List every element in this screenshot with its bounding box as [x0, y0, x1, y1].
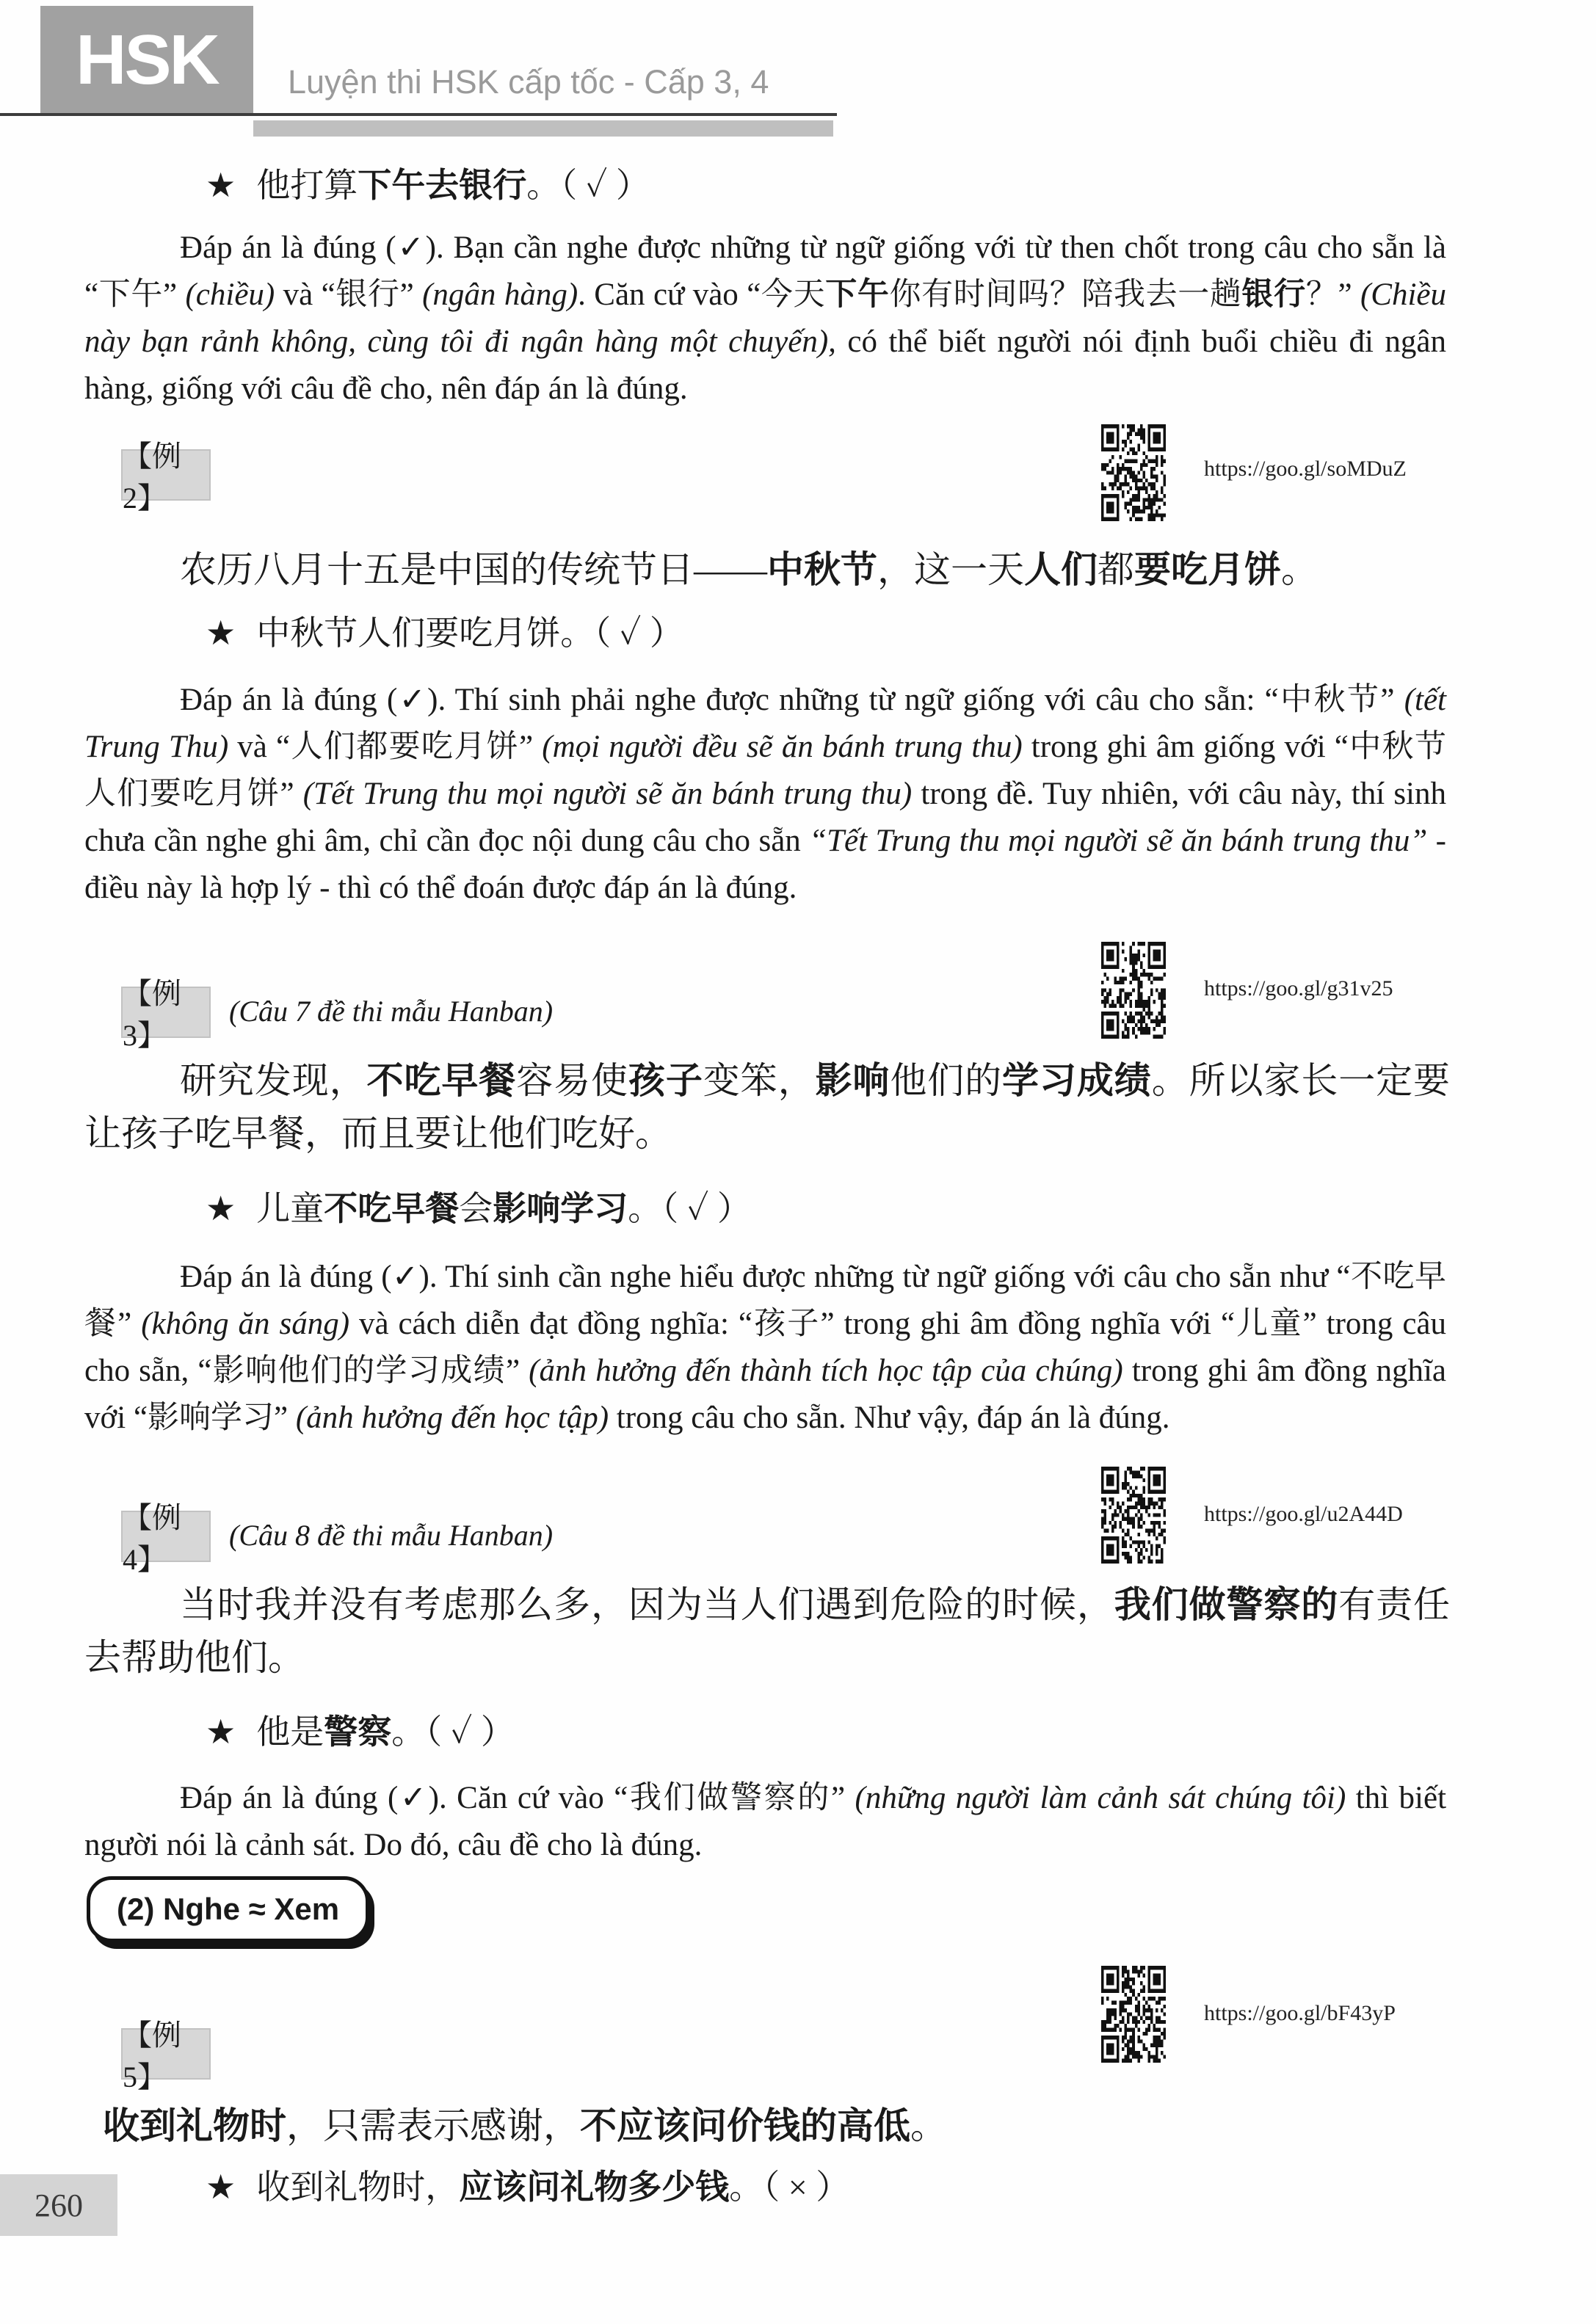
example-label-ex5-text: 【例5】 — [123, 2019, 181, 2094]
explanation-moon: Đáp án là đúng (✓). Thí sinh phải nghe được những từ ngữ giống với câu cho sẵn: “中秋节” (tết Trung Thu) và “人们都要吃月饼” (mọi người đều sẽ ăn bánh trung thu) trong ghi âm giống với “中秋节人们要吃月饼” (Tết Trung thu mọi người sẽ ăn bánh trung thu) trong đề. Tuy nhiên, với câu này, thí sinh chưa cần nghe ghi âm, chỉ cần đọc nội dung câu cho sẵn “Tết Trung thu mọi người sẽ ăn bánh trung thu” - điều này là hợp lý - thì có thể đoán được đáp án là đúng. — [84, 683, 1447, 905]
page-number: 260 — [35, 2187, 83, 2223]
example-label-ex3-text: 【例3】 — [123, 977, 181, 1052]
example-label-ex4 — [121, 1501, 211, 1576]
chinese-passage-police: 当时我并没有考虑那么多，因为当人们遇到危险的时候，我们做警察的有责任去帮助他们。 — [84, 1584, 1451, 1678]
statement-moon: ★ 中秋节人们要吃月饼。（ ✓ ） — [206, 614, 683, 652]
chinese-sentence-gift: 收到礼物时，只需表示感谢，不应该问价钱的高低。 — [103, 2105, 947, 2146]
explanation-police: Đáp án là đúng (✓). Căn cứ vào “我们做警察的” (những người làm cảnh sát chúng tôi) thì biết người nói là cảnh sát. Do đó, câu đề cho là đúng. — [84, 1781, 1447, 1862]
section-heading — [87, 1876, 369, 1942]
explanation-breakfast: Đáp án là đúng (✓). Thí sinh cần nghe hiểu được những từ ngữ giống với câu cho sẵn như “不吃早餐” (không ăn sáng) và cách diễn đạt đồng nghĩa: “孩子” trong ghi âm đồng nghĩa với “儿童” trong câu cho sẵn, “影响他们的学习成绩” (ảnh hưởng đến thành tích học tập của chúng) trong ghi âm đồng nghĩa với “影响学习” (ảnh hưởng đến học tập) trong câu cho sẵn. Như vậy, đáp án là đúng. — [84, 1260, 1447, 1435]
page-header-title: Luyện thi HSK cấp tốc - Cấp 3, 4 — [288, 63, 769, 101]
hsk-logo-text: HSK — [76, 21, 218, 99]
qr-code-ex3 — [1101, 942, 1166, 1039]
example-label-ex2-text: 【例2】 — [123, 440, 181, 515]
section-heading-text: (2) Nghe ≈ Xem — [117, 1892, 340, 1926]
statement-gift: ★ 收到礼物时，应该问礼物多少钱。（ × ） — [206, 2168, 850, 2206]
qr-url-ex3: https://goo.gl/g31v25 — [1204, 976, 1393, 1001]
qr-code-ex5 — [1101, 1966, 1166, 2063]
qr-url-ex5: https://goo.gl/bF43yP — [1204, 2001, 1396, 2025]
example-label-ex4-text: 【例4】 — [123, 1501, 181, 1576]
qr-code-ex4 — [1101, 1467, 1166, 1564]
chinese-sentence-moon: 农历八月十五是中国的传统节日——中秋节，这一天人们都要吃月饼。 — [180, 549, 1318, 590]
chinese-passage-breakfast: 研究发现，不吃早餐容易使孩子变笨，影响他们的学习成绩。所以家长一定要让孩子吃早餐，而且要让他们吃好。 — [84, 1060, 1451, 1154]
example-caption-ex4: (Câu 8 đề thi mẫu Hanban) — [229, 1519, 554, 1552]
page-number-box — [0, 2174, 117, 2236]
statement-police: ★ 他是警察。（ ✓ ） — [206, 1713, 515, 1751]
example-label-ex3 — [121, 977, 211, 1052]
statement-bank: ★ 他打算下午去银行。（ ✓ ） — [206, 167, 650, 204]
example-label-ex5 — [121, 2019, 211, 2094]
qr-url-ex2: https://goo.gl/soMDuZ — [1204, 457, 1407, 481]
explanation-bank: Đáp án là đúng (✓). Bạn cần nghe được những từ ngữ giống với từ then chốt trong câu cho sẵn là “下午” (chiều) và “银行” (ngân hàng). Căn cứ vào “今天下午你有时间吗？陪我去一趟银行？” (Chiều này bạn rảnh không, cùng tôi đi ngân hàng một chuyến), có thể biết người nói định buổi chiều đi ngân hàng, giống với câu đề cho, nên đáp án là đúng. — [84, 230, 1447, 406]
header-rule — [0, 113, 837, 116]
example-caption-ex3: (Câu 7 đề thi mẫu Hanban) — [229, 995, 554, 1028]
header-underline-bar — [253, 120, 833, 137]
qr-code-ex2 — [1101, 424, 1166, 521]
qr-url-ex4: https://goo.gl/u2A44D — [1204, 1502, 1403, 1526]
hsk-logo — [40, 6, 253, 115]
statement-breakfast: ★ 儿童不吃早餐会影响学习。（ ✓ ） — [206, 1190, 751, 1227]
example-label-ex2 — [121, 440, 211, 515]
